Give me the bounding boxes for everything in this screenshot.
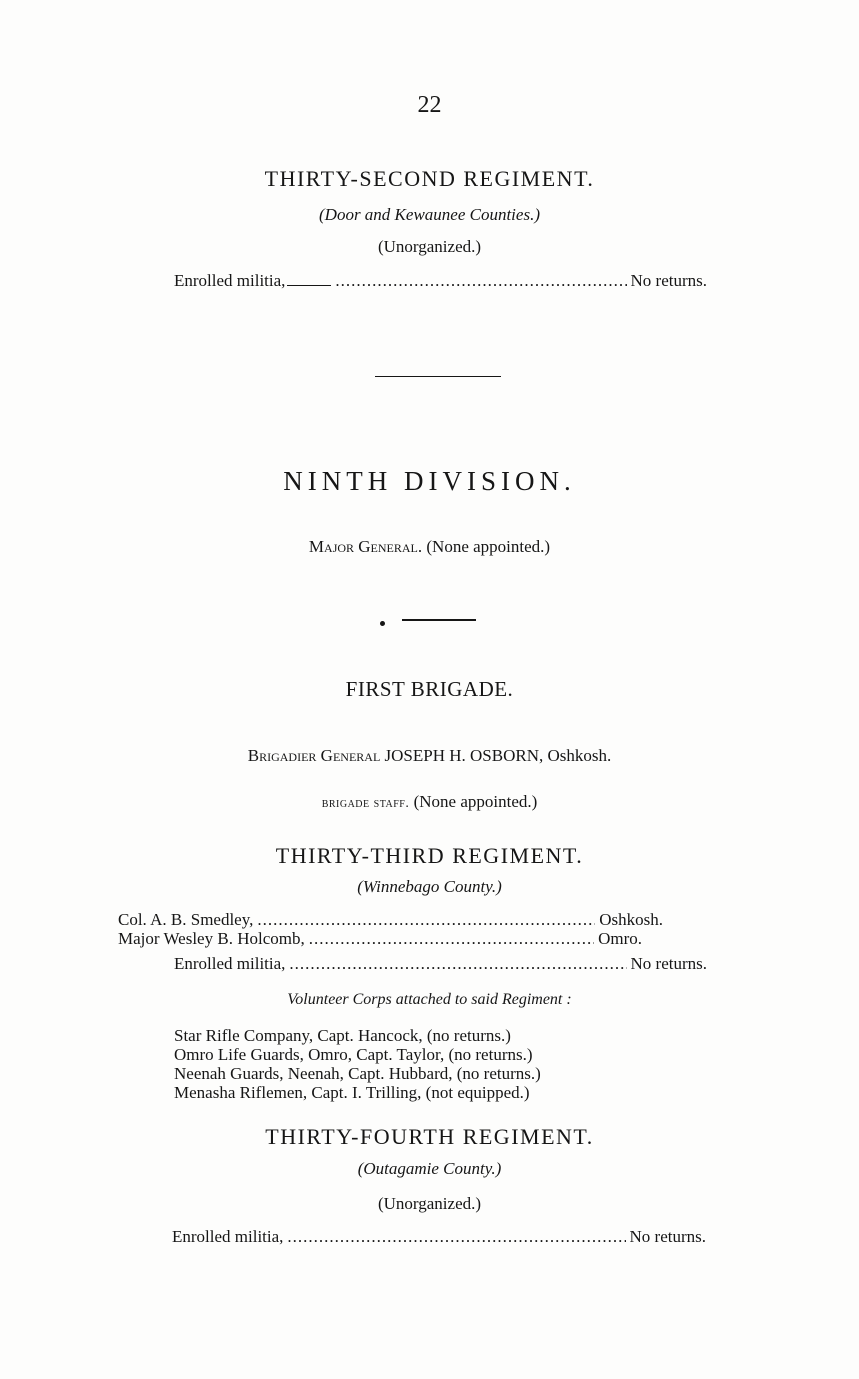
officer-row [118, 910, 663, 930]
brigadier-general-name: JOSEPH H. OSBORN, Oshkosh. [384, 746, 612, 765]
leader-dots [257, 910, 595, 930]
officer-name: Major Wesley B. Holcomb, [118, 929, 305, 948]
corps-item: Neenah Guards, Neenah, Capt. Hubbard, (no returns.) [174, 1064, 541, 1083]
regiment-33-title: THIRTY-THIRD REGIMENT. [275, 843, 584, 868]
corps-heading: Volunteer Corps attached to said Regiment : [287, 991, 572, 1008]
enrolled-value: No returns. [630, 271, 707, 290]
regiment-32-enrolled-row [174, 271, 707, 291]
officer-name: Col. A. B. Smedley, [118, 910, 254, 929]
brigade-title: FIRST BRIGADE. [345, 677, 514, 701]
section-divider [375, 376, 501, 377]
leader-dots [309, 929, 594, 949]
short-divider [402, 619, 476, 621]
brigadier-general-label: Brigadier General [247, 746, 381, 765]
brigadier-general-line [0, 746, 859, 766]
leader-dots [287, 1227, 625, 1247]
dash-rule [287, 285, 331, 286]
brigade-staff-line [0, 792, 859, 812]
page-number: 22 [417, 92, 442, 118]
regiment-34-enrolled-row [172, 1227, 706, 1247]
corps-item: Star Rifle Company, Capt. Hancock, (no returns.) [174, 1026, 511, 1045]
division-title: NINTH DIVISION. [283, 466, 576, 496]
corps-item: Omro Life Guards, Omro, Capt. Taylor, (no returns.) [174, 1045, 533, 1064]
enrolled-value: No returns. [630, 954, 707, 973]
regiment-32-title: THIRTY-SECOND REGIMENT. [264, 166, 595, 191]
enrolled-label: Enrolled militia, [174, 954, 286, 973]
major-general-value: (None appointed.) [426, 537, 551, 556]
leader-dots [289, 954, 626, 974]
regiment-34-status: (Unorganized.) [377, 1194, 482, 1213]
leader-dots [335, 271, 626, 291]
regiment-32-status: (Unorganized.) [377, 237, 482, 256]
brigade-staff-label: brigade staff. [321, 796, 410, 811]
regiment-34-title: THIRTY-FOURTH REGIMENT. [265, 1124, 594, 1149]
enrolled-label: Enrolled militia, [172, 1227, 284, 1246]
regiment-34-county: (Outagamie County.) [357, 1159, 502, 1178]
brigade-staff-value: (None appointed.) [413, 792, 538, 811]
major-general-label: Major General. [308, 537, 423, 556]
officer-place: Oshkosh. [599, 910, 663, 929]
officer-place: Omro. [598, 929, 642, 948]
regiment-32-counties: (Door and Kewaunee Counties.) [319, 205, 540, 224]
enrolled-value: No returns. [629, 1227, 706, 1246]
corps-list [174, 1026, 541, 1102]
regiment-33-enrolled-row [174, 954, 707, 974]
officer-row [118, 929, 642, 949]
major-general-line [0, 537, 859, 557]
corps-item: Menasha Riflemen, Capt. I. Trilling, (not equipped.) [174, 1083, 530, 1102]
bullet-mark [380, 621, 385, 626]
enrolled-label: Enrolled militia, [174, 271, 286, 290]
regiment-33-county: (Winnebago County.) [357, 877, 502, 896]
